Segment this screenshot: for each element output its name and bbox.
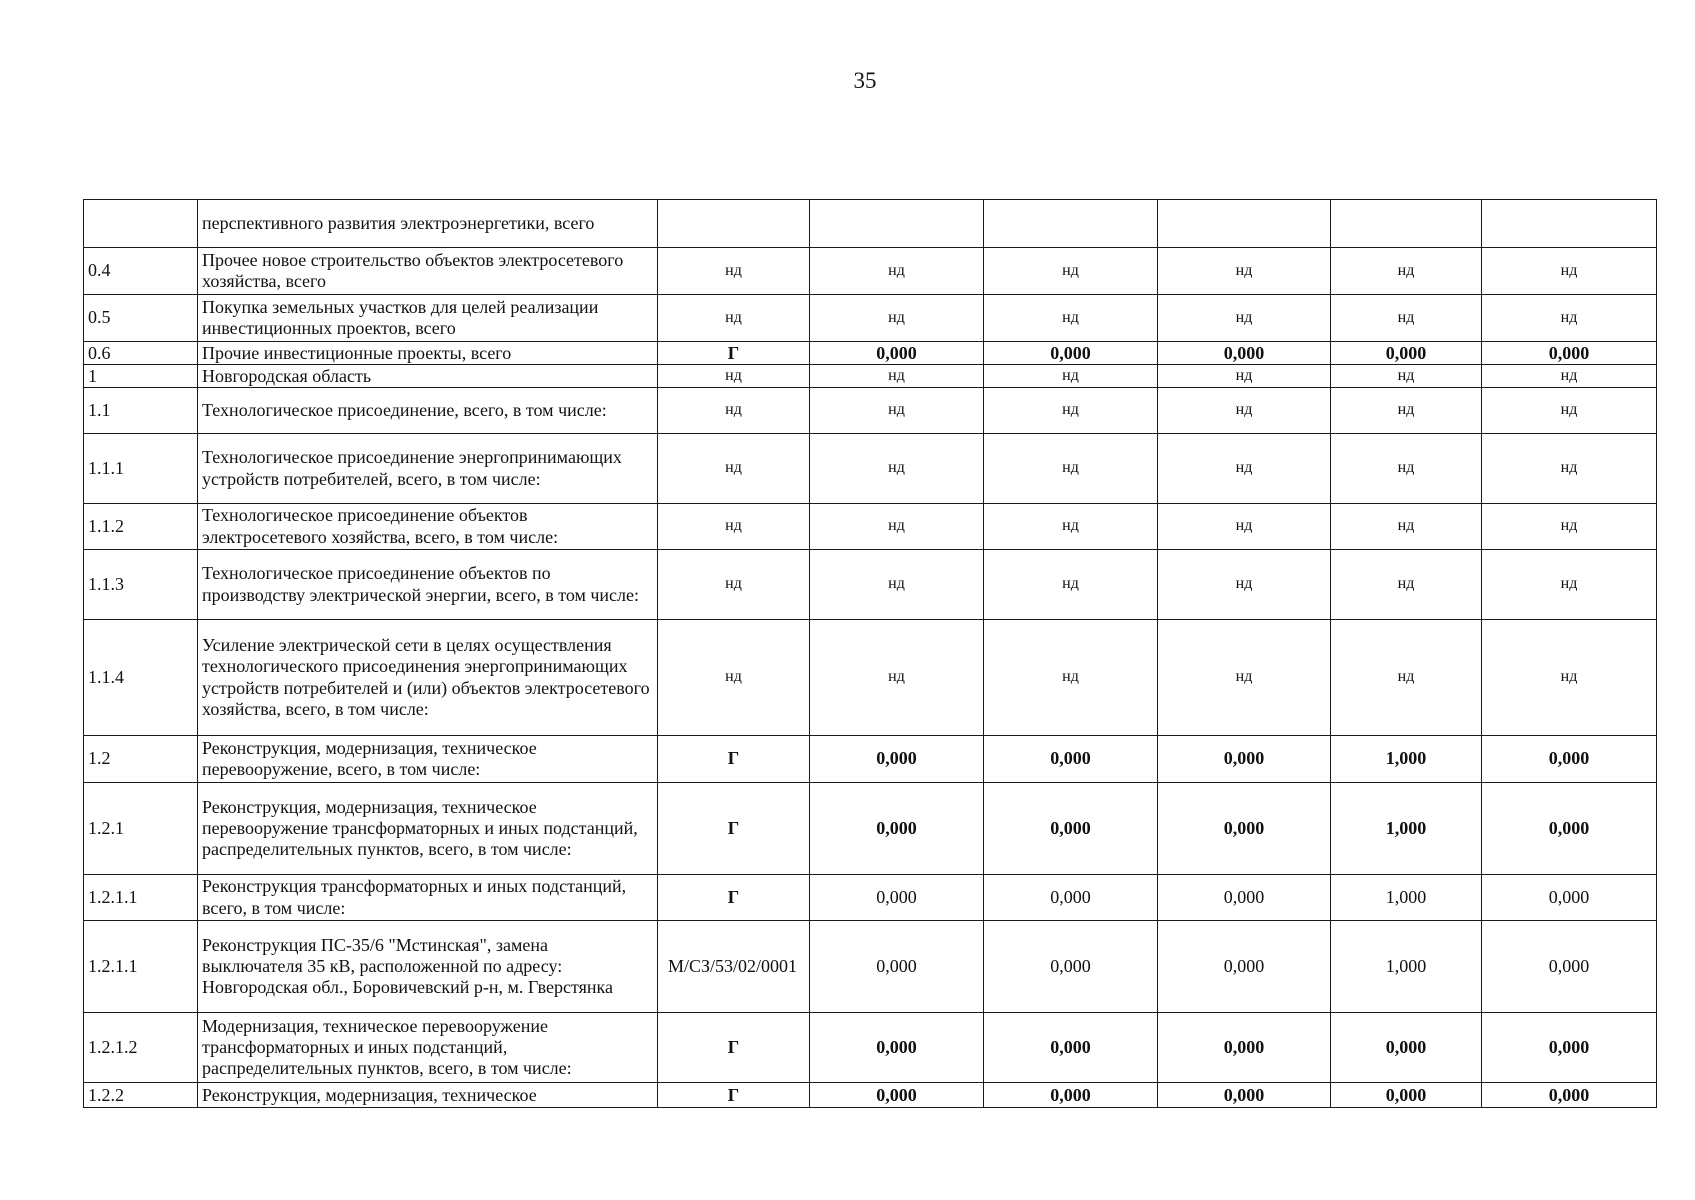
row-id-cell	[658, 200, 810, 248]
row-id-cell: нд	[658, 434, 810, 504]
value-cell: 0,000	[1482, 736, 1657, 783]
row-name-cell: Реконструкция ПС-35/6 "Мстинская", замена выключателя 35 кВ, расположенной по адресу: Новгородская обл., Боровичевский р-н, м. Гверстянка	[198, 921, 658, 1013]
value-cell: 0,000	[984, 736, 1158, 783]
value-cell: 0,000	[810, 921, 984, 1013]
value-cell: нд	[1331, 295, 1482, 342]
row-id-cell: Г	[658, 875, 810, 921]
value-cell: 0,000	[984, 921, 1158, 1013]
row-id-cell: нд	[658, 550, 810, 620]
row-id-cell: Г	[658, 1013, 810, 1083]
table-row	[84, 248, 1657, 295]
value-cell: нд	[1482, 365, 1657, 388]
value-cell: нд	[1482, 550, 1657, 620]
value-cell: нд	[1331, 550, 1482, 620]
value-cell: нд	[1158, 365, 1331, 388]
row-number-cell: 1.2.1	[84, 783, 198, 875]
value-cell: 1,000	[1331, 783, 1482, 875]
value-cell: 0,000	[1482, 875, 1657, 921]
row-id-cell: Г	[658, 783, 810, 875]
value-cell: 0,000	[1158, 342, 1331, 365]
row-id-cell: М/СЗ/53/02/0001	[658, 921, 810, 1013]
value-cell: 0,000	[810, 736, 984, 783]
value-cell: нд	[810, 550, 984, 620]
value-cell: 0,000	[984, 875, 1158, 921]
row-number-cell: 1.1.1	[84, 434, 198, 504]
row-number-cell: 0.4	[84, 248, 198, 295]
value-cell: 0,000	[984, 1013, 1158, 1083]
value-cell: 0,000	[1482, 921, 1657, 1013]
table-row	[84, 620, 1657, 736]
value-cell: 1,000	[1331, 921, 1482, 1013]
row-name-cell: Реконструкция трансформаторных и иных подстанций, всего, в том числе:	[198, 875, 658, 921]
row-name-cell: Модернизация, техническое перевооружение трансформаторных и иных подстанций, распределительных пунктов, всего, в том числе:	[198, 1013, 658, 1083]
value-cell: нд	[1482, 388, 1657, 434]
row-number-cell: 1.1	[84, 388, 198, 434]
table-row	[84, 1013, 1657, 1083]
value-cell: нд	[1158, 434, 1331, 504]
row-number-cell: 1.2.1.1	[84, 875, 198, 921]
table-row	[84, 342, 1657, 365]
row-name-cell: Прочее новое строительство объектов электросетевого хозяйства, всего	[198, 248, 658, 295]
row-name-cell: Технологическое присоединение энергопринимающих устройств потребителей, всего, в том числе:	[198, 434, 658, 504]
row-id-cell: нд	[658, 620, 810, 736]
row-number-cell: 0.6	[84, 342, 198, 365]
value-cell: 0,000	[1158, 783, 1331, 875]
row-name-cell: Прочие инвестиционные проекты, всего	[198, 342, 658, 365]
row-number-cell: 1.1.3	[84, 550, 198, 620]
value-cell: 0,000	[984, 783, 1158, 875]
value-cell: 0,000	[1331, 342, 1482, 365]
row-number-cell: 1	[84, 365, 198, 388]
value-cell: нд	[810, 295, 984, 342]
row-number-cell: 1.1.2	[84, 504, 198, 550]
row-name-cell: Технологическое присоединение объектов электросетевого хозяйства, всего, в том числе:	[198, 504, 658, 550]
table-row	[84, 434, 1657, 504]
row-name-cell: Технологическое присоединение объектов по производству электрической энергии, всего, в том числе:	[198, 550, 658, 620]
value-cell: 1,000	[1331, 875, 1482, 921]
row-number-cell: 1.2	[84, 736, 198, 783]
investment-table	[83, 199, 1657, 1108]
row-id-cell: нд	[658, 365, 810, 388]
row-number-cell	[84, 200, 198, 248]
value-cell: нд	[984, 620, 1158, 736]
table-row	[84, 200, 1657, 248]
value-cell: нд	[984, 504, 1158, 550]
value-cell: 0,000	[1158, 736, 1331, 783]
value-cell	[1158, 200, 1331, 248]
table-row	[84, 388, 1657, 434]
value-cell: нд	[810, 388, 984, 434]
table-row	[84, 550, 1657, 620]
row-name-cell: Технологическое присоединение, всего, в том числе:	[198, 388, 658, 434]
value-cell: 1,000	[1331, 736, 1482, 783]
value-cell: нд	[1158, 248, 1331, 295]
value-cell: нд	[1331, 248, 1482, 295]
value-cell: нд	[1331, 620, 1482, 736]
value-cell: 0,000	[1158, 921, 1331, 1013]
value-cell: нд	[984, 550, 1158, 620]
value-cell: нд	[984, 248, 1158, 295]
row-name-cell: Реконструкция, модернизация, техническое перевооружение трансформаторных и иных подстанций, распределительных пунктов, всего, в том числе:	[198, 783, 658, 875]
value-cell: нд	[810, 620, 984, 736]
value-cell: 0,000	[1482, 342, 1657, 365]
row-id-cell: нд	[658, 388, 810, 434]
value-cell: 0,000	[1482, 1083, 1657, 1108]
value-cell: нд	[810, 248, 984, 295]
value-cell: 0,000	[1482, 783, 1657, 875]
row-number-cell: 0.5	[84, 295, 198, 342]
table-row	[84, 365, 1657, 388]
row-id-cell: Г	[658, 342, 810, 365]
row-name-cell: Новгородская область	[198, 365, 658, 388]
row-id-cell: Г	[658, 1083, 810, 1108]
table-row	[84, 504, 1657, 550]
value-cell: 0,000	[1158, 1083, 1331, 1108]
value-cell: 0,000	[810, 342, 984, 365]
page-number: 35	[853, 68, 877, 93]
value-cell: 0,000	[1331, 1083, 1482, 1108]
row-name-cell: Покупка земельных участков для целей реализации инвестиционных проектов, всего	[198, 295, 658, 342]
value-cell: нд	[1158, 504, 1331, 550]
value-cell: 0,000	[984, 342, 1158, 365]
row-number-cell: 1.1.4	[84, 620, 198, 736]
value-cell	[984, 200, 1158, 248]
value-cell: 0,000	[984, 1083, 1158, 1108]
row-name-cell: Реконструкция, модернизация, техническое перевооружение, всего, в том числе:	[198, 736, 658, 783]
value-cell: 0,000	[1331, 1013, 1482, 1083]
table-row	[84, 736, 1657, 783]
value-cell: нд	[1331, 365, 1482, 388]
table-row	[84, 295, 1657, 342]
value-cell: нд	[1482, 620, 1657, 736]
value-cell: 0,000	[810, 875, 984, 921]
value-cell: нд	[984, 295, 1158, 342]
row-id-cell: нд	[658, 248, 810, 295]
table-row	[84, 783, 1657, 875]
value-cell: нд	[1158, 620, 1331, 736]
value-cell: 0,000	[1158, 875, 1331, 921]
value-cell: нд	[810, 365, 984, 388]
value-cell: нд	[1482, 295, 1657, 342]
value-cell	[810, 200, 984, 248]
table-row	[84, 921, 1657, 1013]
row-number-cell: 1.2.1.1	[84, 921, 198, 1013]
row-id-cell: Г	[658, 736, 810, 783]
value-cell: нд	[1158, 295, 1331, 342]
value-cell	[1482, 200, 1657, 248]
value-cell: нд	[984, 388, 1158, 434]
value-cell: нд	[1158, 550, 1331, 620]
value-cell: нд	[1482, 434, 1657, 504]
row-number-cell: 1.2.2	[84, 1083, 198, 1108]
value-cell: нд	[1331, 388, 1482, 434]
value-cell: нд	[810, 504, 984, 550]
value-cell: 0,000	[1482, 1013, 1657, 1083]
value-cell: 0,000	[810, 1013, 984, 1083]
value-cell: нд	[810, 434, 984, 504]
table-body	[84, 200, 1657, 1108]
value-cell: нд	[1482, 504, 1657, 550]
row-id-cell: нд	[658, 295, 810, 342]
table-row	[84, 875, 1657, 921]
table-row	[84, 1083, 1657, 1108]
value-cell: нд	[1331, 504, 1482, 550]
value-cell: нд	[1331, 434, 1482, 504]
value-cell: нд	[984, 365, 1158, 388]
value-cell: 0,000	[810, 1083, 984, 1108]
row-name-cell: перспективного развития электроэнергетики, всего	[198, 200, 658, 248]
row-name-cell: Усиление электрической сети в целях осуществления технологического присоединения энергопринимающих устройств потребителей и (или) объектов электросетевого хозяйства, всего, в том числе:	[198, 620, 658, 736]
row-name-cell: Реконструкция, модернизация, техническое	[198, 1083, 658, 1108]
value-cell: нд	[984, 434, 1158, 504]
value-cell: 0,000	[810, 783, 984, 875]
value-cell: 0,000	[1158, 1013, 1331, 1083]
value-cell: нд	[1158, 388, 1331, 434]
row-id-cell: нд	[658, 504, 810, 550]
value-cell	[1331, 200, 1482, 248]
row-number-cell: 1.2.1.2	[84, 1013, 198, 1083]
value-cell: нд	[1482, 248, 1657, 295]
